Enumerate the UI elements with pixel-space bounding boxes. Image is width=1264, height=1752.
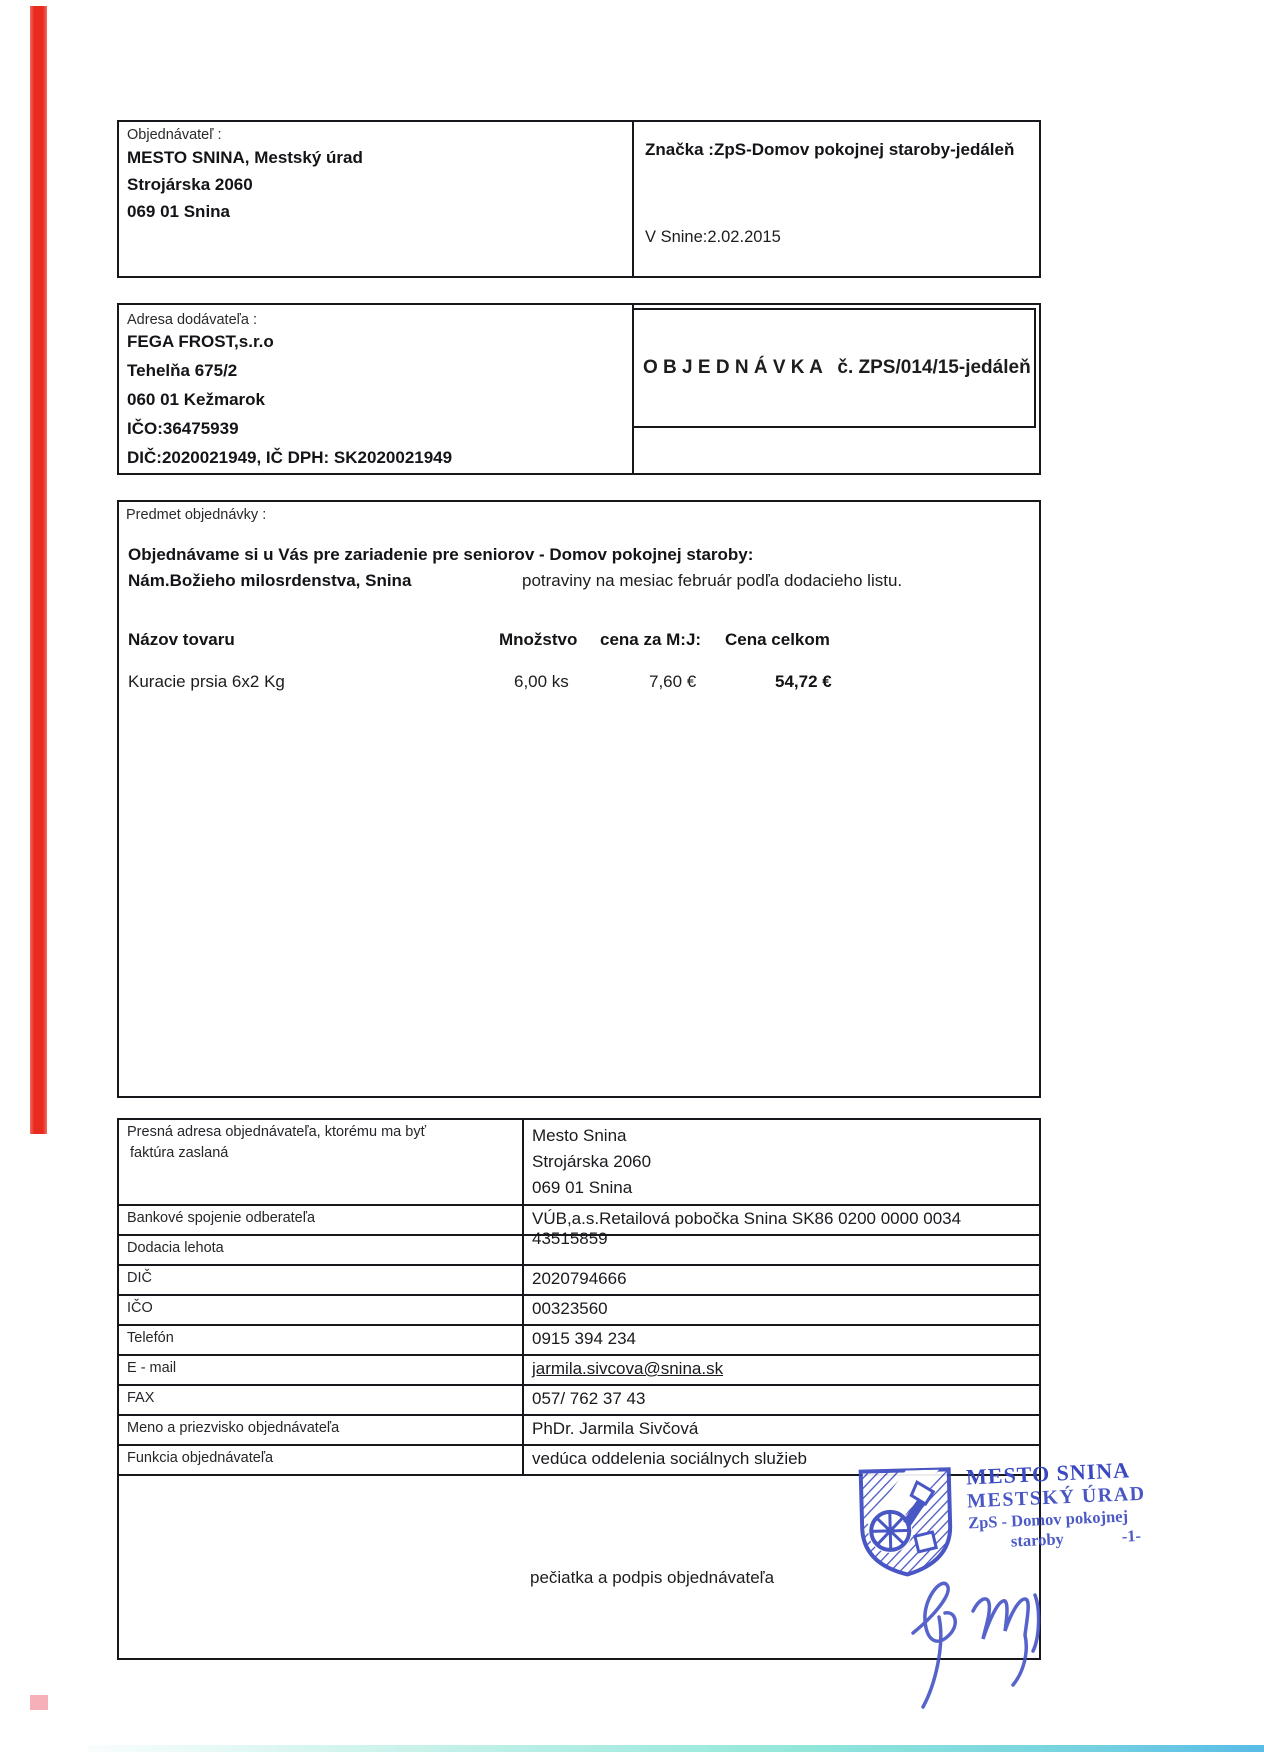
detail-value: 00323560 bbox=[532, 1299, 608, 1318]
subject-address: Nám.Božieho milosrdenstva, Snina bbox=[128, 571, 412, 590]
signature bbox=[895, 1555, 1165, 1715]
orderer-label: Objednávateľ : bbox=[127, 127, 222, 143]
orderer-street: Strojárska 2060 bbox=[127, 175, 253, 194]
detail-label: Dodacia lehota bbox=[119, 1236, 524, 1264]
detail-value: PhDr. Jarmila Sivčová bbox=[532, 1419, 699, 1438]
detail-label: Bankové spojenie odberateľa bbox=[119, 1206, 524, 1234]
supplier-dic: DIČ:2020021949, IČ DPH: SK2020021949 bbox=[127, 448, 453, 467]
detail-label: E - mail bbox=[119, 1356, 524, 1384]
detail-label-line1: Presná adresa objednávateľa, ktorému ma byť bbox=[127, 1124, 427, 1140]
order-word: O B J E D N Á V K A bbox=[643, 357, 823, 378]
detail-label: Meno a priezvisko objednávateľa bbox=[119, 1416, 524, 1444]
subject-label: Predmet objednávky : bbox=[126, 507, 267, 523]
col-header-unit-price: cena za M:J: bbox=[600, 630, 702, 649]
reference-place-date: V Snine:2.02.2015 bbox=[645, 228, 781, 246]
detail-label: Funkcia objednávateľa bbox=[119, 1446, 524, 1474]
detail-value bbox=[524, 1236, 1039, 1264]
detail-value: 2020794666 bbox=[532, 1269, 627, 1288]
detail-row-invoice-address bbox=[119, 1120, 1039, 1204]
scan-artifact-red-dot bbox=[30, 1695, 48, 1710]
detail-row-ico bbox=[119, 1294, 1039, 1324]
email-value: jarmila.sivcova@snina.sk bbox=[532, 1359, 724, 1378]
order-number: č. ZPS/014/15-jedáleň bbox=[837, 357, 1031, 378]
supplier-ico: IČO:36475939 bbox=[127, 419, 239, 438]
detail-value bbox=[524, 1120, 1039, 1204]
detail-value: 057/ 762 37 43 bbox=[532, 1389, 646, 1408]
col-header-total: Cena celkom bbox=[725, 630, 830, 649]
col-header-qty: Množstvo bbox=[499, 630, 578, 649]
detail-label: DIČ bbox=[119, 1266, 524, 1294]
detail-label bbox=[119, 1120, 524, 1204]
orderer-city: 069 01 Snina bbox=[127, 202, 231, 221]
supplier-order-box bbox=[117, 303, 1041, 475]
detail-row-delivery-term bbox=[119, 1234, 1039, 1264]
orderer-name: MESTO SNINA, Mestský úrad bbox=[127, 148, 363, 167]
stamp-line-office: MESTSKÝ ÚRAD bbox=[966, 1482, 1147, 1513]
item-qty: 6,00 ks bbox=[514, 672, 569, 691]
stamp-caption: pečiatka a podpis objednávateľa bbox=[530, 1568, 775, 1587]
item-unit-price: 7,60 € bbox=[649, 672, 697, 691]
invoice-address-line: Mesto Snina bbox=[532, 1126, 627, 1145]
orderer-reference-box bbox=[117, 120, 1041, 278]
invoice-address-line: 069 01 Snina bbox=[532, 1178, 633, 1197]
detail-row-fax bbox=[119, 1384, 1039, 1414]
detail-value: 0915 394 234 bbox=[532, 1329, 636, 1348]
subject-intro-line1: Objednávame si u Vás pre zariadenie pre seniorov - Domov pokojnej staroby: bbox=[128, 545, 754, 564]
detail-value: vedúca oddelenia sociálnych služieb bbox=[532, 1449, 808, 1468]
subject-note: potraviny na mesiac február podľa dodacieho listu. bbox=[522, 571, 903, 590]
detail-row-orderer-name bbox=[119, 1414, 1039, 1444]
subject-intro-line2 bbox=[128, 571, 902, 591]
detail-value: VÚB,a.s.Retailová pobočka Snina SK86 0200 0000 0034 43515859 bbox=[532, 1209, 962, 1248]
detail-row-phone bbox=[119, 1324, 1039, 1354]
detail-label: Telefón bbox=[119, 1326, 524, 1354]
supplier-city: 060 01 Kežmarok bbox=[127, 390, 265, 409]
col-header-name: Názov tovaru bbox=[128, 630, 235, 649]
detail-label: IČO bbox=[119, 1296, 524, 1324]
detail-label-line2: faktúra zaslaná bbox=[130, 1145, 229, 1161]
detail-row-dic bbox=[119, 1264, 1039, 1294]
detail-row-email bbox=[119, 1354, 1039, 1384]
reference-mark: Značka :ZpS-Domov pokojnej staroby-jedáleň bbox=[645, 140, 1015, 159]
order-title bbox=[634, 357, 1031, 379]
stamp-line-staroby: staroby bbox=[1010, 1529, 1065, 1551]
stamp-page-number: -1- bbox=[1121, 1525, 1142, 1546]
item-total: 54,72 € bbox=[775, 672, 832, 691]
order-subject-box bbox=[117, 500, 1041, 1098]
scan-artifact-red-stripe bbox=[30, 6, 47, 1134]
supplier-street: Tehelňa 675/2 bbox=[127, 361, 238, 380]
detail-label: FAX bbox=[119, 1386, 524, 1414]
supplier-name: FEGA FROST,s.r.o bbox=[127, 332, 274, 351]
item-name: Kuracie prsia 6x2 Kg bbox=[128, 672, 285, 691]
stamp-line-zps: ZpS - Domov pokojnej bbox=[967, 1506, 1129, 1533]
stamp-line-city: MESTO SNINA bbox=[965, 1457, 1131, 1490]
supplier-label: Adresa dodávateľa : bbox=[127, 312, 257, 328]
box-divider bbox=[632, 122, 634, 276]
order-number-box bbox=[632, 308, 1036, 428]
scan-artifact-bottom-stripe bbox=[88, 1745, 1264, 1752]
invoice-address-line: Strojárska 2060 bbox=[532, 1152, 652, 1171]
